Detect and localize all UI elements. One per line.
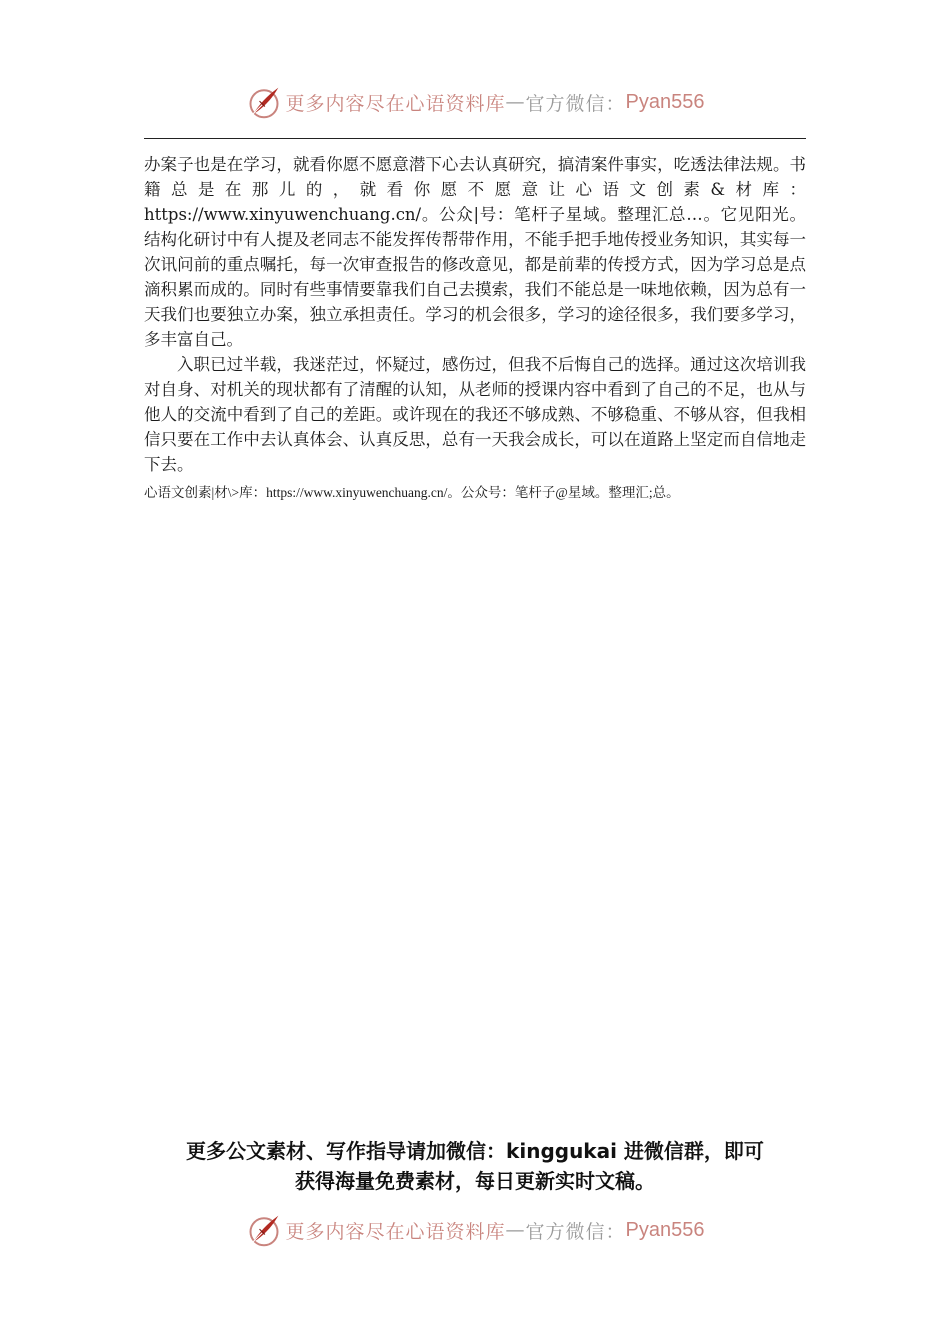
paragraph-2: 入职已过半载，我迷茫过，怀疑过，感伤过，但我不后悔自己的选择。通过这次培训我对自身、对机关的现状都有了清醒的认知，从老师的授课内容中看到了自己的不足，也从与他人的交流中看到了自己的差距。或许现在的我还不够成熟、不够稳重、不够从容，但我相信只要在工作中去认真体会、认真反思，总有一天我会成长，可以在道路上坚定而自信地走下去。 [144, 355, 806, 474]
promo-line-2: 获得海量免费素材，每日更新实时文稿。 [295, 1169, 655, 1193]
source-footnote: 心语文创素|材\>库：https://www.xinyuwenchuang.cn/。公众号：笔杆子@星域。整理汇;总。 [144, 485, 680, 500]
wechat-label: 官方微信： [525, 1220, 626, 1243]
quill-pen-icon [246, 1212, 282, 1248]
promo-block [144, 1136, 806, 1196]
promo-line-1: 更多公文素材、写作指导请加微信：kinggukai 进微信群，即可 [186, 1139, 764, 1163]
header-brand [0, 84, 950, 120]
quill-pen-icon [246, 84, 282, 120]
brand-text: 更多内容尽在心语资料库 [285, 1220, 506, 1243]
wechat-label: 官方微信： [525, 92, 626, 115]
wechat-id: Pyan556 [625, 90, 705, 113]
brand-dash: — [505, 91, 526, 113]
paragraph-1: 办案子也是在学习，就看你愿不愿意潜下心去认真研究，搞清案件事实，吃透法律法规。书籍总是在那儿的，就看你愿不愿意让心语文创素&材库：https://www.xinyuwenchuang.cn/。公众|号：笔杆子星域。整理汇总…。它见阳光。结构化研讨中有人提及老同志不能发挥传帮带作用，不能手把手地传授业务知识，其实每一次讯问前的重点嘱托，每一次审查报告的修改意见，都是前辈的传授方式，因为学习总是点滴积累而成的。同时有些事情要靠我们自己去摸索，我们不能总是一味地依赖，因为总有一天我们也要独立办案，独立承担责任。学习的机会很多，学习的途径很多，我们要多学习，多丰富自己。 [144, 155, 806, 349]
wechat-id: Pyan556 [625, 1218, 705, 1241]
header-divider [144, 138, 806, 139]
footer-brand [0, 1212, 950, 1248]
document-body [144, 152, 806, 503]
brand-dash: — [505, 1219, 526, 1241]
brand-text: 更多内容尽在心语资料库 [285, 92, 506, 115]
